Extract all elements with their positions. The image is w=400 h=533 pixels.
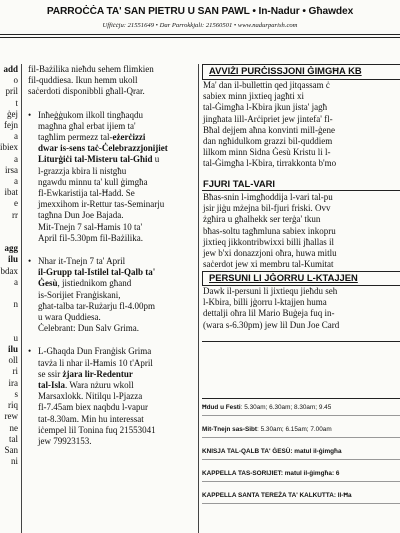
text-run: jew 79923153. xyxy=(38,436,92,447)
intro-paragraph xyxy=(28,64,196,98)
text-line xyxy=(38,323,196,334)
schedule-label: KAPPELLA SANTA TEREŻA TA' KALKUTTA xyxy=(202,492,334,499)
section-title-box xyxy=(202,271,400,286)
fragment-line xyxy=(0,221,19,232)
text-line: dettalji oħra lil Mario Buġeja fuq in- xyxy=(203,308,335,319)
text-line xyxy=(38,188,196,199)
column-divider xyxy=(198,64,199,533)
fragment-line: San xyxy=(4,444,18,455)
fragment-line: ibat xyxy=(4,187,18,198)
text-run: Ċelebrant: Dun Salv Grima. xyxy=(38,323,139,334)
text-run: magħna għal erbat ijiem ta' xyxy=(38,120,136,131)
schedule-row xyxy=(202,402,331,414)
text-line: fil-Bażilika nieħdu sehem flimkien xyxy=(28,64,154,74)
text-line xyxy=(38,110,196,121)
schedule-times: : 5.30am; 6.15am; 7.00am xyxy=(257,426,332,433)
bullet-icon: • xyxy=(28,109,32,120)
bullet-icon: • xyxy=(28,346,32,357)
text-line xyxy=(38,290,196,301)
section-rule xyxy=(202,341,400,342)
text-line: Bħas-snin l-imgħoddija l-vari tal-pu xyxy=(203,192,333,202)
text-line xyxy=(38,199,196,210)
text-run: Liturġiċi tal-Misteru tal-Għid xyxy=(38,154,153,165)
fragment-line: riq xyxy=(8,400,18,411)
text-run: il-Grupp tal-Istilel tal-Qalb ta' xyxy=(38,267,156,278)
text-line: bħas-soltu tagħmluna sabiex inkopru xyxy=(203,225,336,236)
schedule-times: : Il-Ħa xyxy=(333,492,352,499)
fragment-line: ibiex xyxy=(0,142,18,153)
section-title-box xyxy=(202,64,400,80)
text-line xyxy=(38,380,196,391)
parish-title: PARROĊĊA TA' SAN PIETRU U SAN PAWL • In-Nadur • Għawdex xyxy=(46,6,354,17)
text-line xyxy=(38,402,196,413)
header-rule-double xyxy=(0,37,400,38)
text-run: għat-talba tar-Rużarju fl-4.00pm xyxy=(38,300,156,311)
fragment-line: u xyxy=(13,332,18,343)
text-run: Marsaxlokk. Nitilqu l-Pjazza xyxy=(38,391,143,402)
fragment-line: a xyxy=(14,176,18,187)
text-run: . Wara nżuru wkoll xyxy=(65,380,134,391)
text-line xyxy=(38,436,196,447)
fragment-line: fejn xyxy=(4,120,18,131)
text-run: iċempel lil Tonina fuq 21553041 xyxy=(38,424,156,435)
text-line: lilkom minn Sidna Ġesù Kristu li l- xyxy=(203,147,331,158)
schedule-label: Mit-Tnejn sas-Sibt xyxy=(202,426,258,433)
text-line: tal-Ġimgħa l-Kbira, tirrakkonta b'mo xyxy=(203,158,337,169)
fragment-line: tal xyxy=(9,433,18,444)
fragment-line xyxy=(0,322,19,333)
text-line: saċerdot jew xi membru tal-Kumitat xyxy=(203,259,334,270)
text-run: dwar is-sens taċ-Ċelebrazzjonijiet xyxy=(38,143,168,154)
text-line xyxy=(38,391,196,402)
text-run: is-Sorijiet Franġiskani, xyxy=(38,289,121,300)
schedule-row xyxy=(202,468,339,480)
text-line xyxy=(38,358,196,369)
text-line xyxy=(38,222,196,233)
fragment-line: agg xyxy=(4,243,18,254)
header-rule xyxy=(0,34,400,35)
fragment-line: ira xyxy=(8,377,18,388)
text-run: żjara lir-Redentur xyxy=(62,368,133,379)
text-line xyxy=(38,346,196,357)
text-line xyxy=(38,312,196,323)
text-line: jingħata lill-Arċipriet jew jintefa' fl- xyxy=(203,113,333,124)
text-run: se ssir xyxy=(38,368,63,379)
text-run: Ġesù xyxy=(38,278,58,289)
text-line: jixtieq jikkontribwixxi billi jħallas il xyxy=(203,236,334,247)
fragment-line xyxy=(0,232,19,243)
text-line xyxy=(38,210,196,221)
notices-column xyxy=(28,64,196,533)
text-line xyxy=(38,301,196,312)
fragment-line: n xyxy=(13,299,18,310)
text-run: Mit-Tnejn 7 sal-Ħamis 10 ta' xyxy=(38,221,143,232)
text-run: Inħeġġukom ilkoll tingħaqdu xyxy=(38,109,143,120)
schedule-rule xyxy=(202,415,400,416)
schedule-label: KNISJA TAL-QALB TA' ĠESÙ xyxy=(202,448,291,455)
text-run: u xyxy=(152,154,160,165)
text-run: fl-7.45am biex naqbdu l-vapur xyxy=(38,402,148,413)
text-line: l-Kbira, billi jġorru l-ktajjen huma xyxy=(203,297,327,308)
section-rule xyxy=(202,190,400,191)
schedule-row xyxy=(202,446,342,458)
fragment-line: add xyxy=(3,64,18,74)
schedule-rule xyxy=(202,503,400,504)
text-run: jmexxihom ir-Rettur tas-Seminarju xyxy=(38,199,165,210)
fragment-line: ni xyxy=(10,456,18,467)
fragment-line: bdax xyxy=(0,265,18,276)
fragment-line: irsa xyxy=(5,164,18,175)
text-run: l-grazzja kbira li nistgħu xyxy=(38,165,127,176)
text-line: Ma' dan il-bullettin qed jitqassam ċ xyxy=(203,80,330,90)
section-rule xyxy=(202,398,400,399)
fragment-line: a xyxy=(14,131,18,142)
schedule-times: : matul il-ġimgħa: 6 xyxy=(280,470,340,477)
text-line xyxy=(38,143,196,154)
text-run: tagħna Dun Joe Bajada. xyxy=(38,210,124,221)
fragment-line: rew xyxy=(4,411,18,422)
fragment-line xyxy=(0,310,19,321)
fragment-line: ri xyxy=(12,366,18,377)
text-line: jew b'xi donazzjoni oħra, huwa mitlu xyxy=(203,248,337,258)
notice-item xyxy=(28,346,196,447)
schedule-label: KAPPELLA TAS-SORIJIET xyxy=(202,470,281,477)
text-line xyxy=(38,267,196,278)
text-run: , jistiednikom għand xyxy=(57,278,132,289)
fragment-line: rr xyxy=(12,209,18,220)
text-line: żgħira u għalhekk ser terġa' tkun xyxy=(203,214,321,225)
section-title: FJURI TAL-VARI xyxy=(203,178,276,189)
text-line: dan ngħidulkom grazzi bil-quddiem xyxy=(203,136,333,146)
text-run: ngawdu minnu ta' kull ġimgħa xyxy=(38,176,148,187)
column-divider xyxy=(21,64,22,533)
text-line: (wara s-6.30pm) jew lil Dun Joe Card xyxy=(203,319,340,330)
notice-item xyxy=(28,256,196,334)
bullet-icon: • xyxy=(28,256,32,267)
text-line xyxy=(38,256,196,267)
fragment-line: s xyxy=(14,388,18,399)
text-run: eżerċizzi xyxy=(112,132,146,143)
schedule-rule xyxy=(202,481,400,482)
text-line xyxy=(38,132,196,143)
text-line: Bħal dejjem aħna konvinti mill-ġene xyxy=(203,124,335,135)
fragment-line: ilu xyxy=(7,254,18,265)
text-line xyxy=(38,425,196,436)
schedule-row xyxy=(202,424,332,436)
text-run: Nhar it-Tnejn 7 ta' April xyxy=(38,256,126,267)
section-title: AVVIŻI PURĊISSJONI ĠIMGĦA KB xyxy=(209,65,362,76)
text-line: Dawk il-persuni li jixtiequ jieħdu seh xyxy=(203,286,338,296)
parish-contacts: Uffiċċju: 21551649 • Dar Parrokkjali: 21560501 • www.nadurparish.com xyxy=(102,22,298,29)
text-run: tat-8.30am. Min hu interessat xyxy=(38,413,144,424)
text-line xyxy=(38,233,196,244)
text-line xyxy=(38,121,196,132)
text-run: tavża li nhar il-Ħamis 10 t'April xyxy=(38,357,153,368)
text-line: fil-quddiesa. Ikun hemm ukoll xyxy=(28,75,138,86)
fragment-line: a xyxy=(14,276,18,287)
schedule-rule xyxy=(202,459,400,460)
text-line xyxy=(38,369,196,380)
text-run: L-Għaqda Dun Franġisk Grima xyxy=(38,346,152,357)
fragment-line: oll xyxy=(8,355,18,366)
fragment-line: ne xyxy=(9,422,18,433)
text-run: tal-Isla xyxy=(38,380,65,391)
fragment-line: pril xyxy=(5,86,18,97)
fragment-line: ġej xyxy=(7,108,18,119)
text-line xyxy=(38,154,196,165)
fragment-line: a xyxy=(14,153,18,164)
fragment-line: o xyxy=(13,75,18,86)
text-run: u wara Quddiesa. xyxy=(38,312,101,323)
fragment-line: ilu xyxy=(7,344,18,355)
text-line xyxy=(38,278,196,289)
text-line xyxy=(38,166,196,177)
left-column-fragment xyxy=(0,64,19,533)
text-line xyxy=(38,177,196,188)
notice-item xyxy=(28,110,196,244)
schedule-row xyxy=(202,490,352,502)
fragment-line: e xyxy=(14,198,18,209)
schedule-rule xyxy=(202,437,400,438)
text-line: saċerdoti disponibbli għall-Qrar. xyxy=(28,86,145,97)
text-line: jsir jiġu mżejna bil-fjuri friski. Ovv xyxy=(203,203,331,214)
schedule-times: : 5.30am; 6.30am; 8.30am; 9.45 xyxy=(240,404,332,411)
text-line xyxy=(38,414,196,425)
fragment-line: t xyxy=(15,97,18,108)
text-line: sabiex minn jixtieq jagħti xi xyxy=(203,91,304,102)
text-run: fl-Ewkaristija tal-Ħadd. Se xyxy=(38,188,135,199)
schedule-label: Ħdud u Festi xyxy=(202,404,241,411)
fragment-line xyxy=(0,288,19,299)
schedule-times: : matul il-ġimgħa xyxy=(290,448,342,455)
text-line: tal-Ġimgħa l-Kbira jkun jista' jagħ xyxy=(203,102,328,113)
section-title: PERSUNI LI JĠORRU L-KTAJJEN xyxy=(209,272,358,283)
text-run: April fil-5.30pm fil-Bażilika. xyxy=(38,232,143,243)
text-run: tagħlim permezz tal- xyxy=(38,132,113,143)
